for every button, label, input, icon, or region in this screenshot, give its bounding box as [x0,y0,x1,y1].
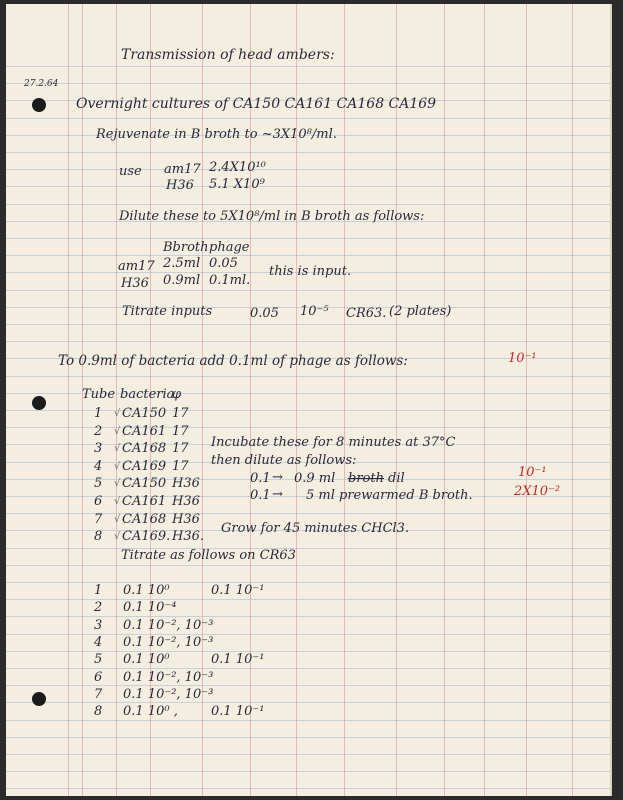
check-icon: √ [114,513,121,525]
ruled-line [6,169,610,170]
titrate-row-dilution: 0.1 10⁰ [123,583,170,598]
ruled-line [6,238,610,239]
titrate-row-dilution: 0.1 10⁻², 10⁻³ [123,617,214,633]
titrate-row-number: 4 [94,634,103,650]
check-icon: √ [114,478,121,490]
use-row-name: H36 [166,178,194,193]
titrate-inputs-label: Titrate inputs [122,304,213,319]
titrate-row-number: 6 [94,669,103,685]
ruled-line [6,668,610,669]
margin-line [116,4,117,796]
titrate-strain: CR63. [346,306,387,321]
ruled-line [6,83,610,84]
titrate-row-second: 0.1 10⁻¹ [211,652,265,668]
titrate-value: 0.05 [250,306,279,321]
tube-header: Tube [82,387,116,402]
margin-line [572,4,573,796]
date-note: 27.2.64 [24,79,59,89]
input-row-bbroth: 2.5ml [163,256,201,271]
ruled-line [6,118,610,119]
check-icon: √ [114,408,121,419]
step1-dil: dil [388,471,405,486]
rejuvenate-line: Rejuvenate in B broth to ~3X10⁸/ml. [96,127,337,142]
tube-number: 2 [94,423,103,439]
step2-volume: 0.1 [250,488,271,503]
tube-number: 5 [94,476,103,492]
margin-line [250,4,251,796]
margin-line [444,4,445,796]
titrate-dilution: 10⁻⁵ [300,304,329,319]
tube-number: 6 [94,494,103,509]
use-row-value: 2.4X10¹⁰ [209,160,266,175]
tube-phage: 17 [172,423,189,439]
tube-number: 8 [94,529,103,545]
step1-struck-word: broth [348,471,384,486]
tube-bacteria: CA150 [122,406,167,421]
input-row-bbroth: 0.9ml [163,273,201,288]
margin-line [396,4,397,796]
check-icon: √ [114,443,121,455]
tube-bacteria: CA169. [122,529,171,545]
titrate-row-dilution: 0.1 10⁰ , [123,704,178,720]
margin-line [526,4,527,796]
dilute-line: Dilute these to 5X10⁸/ml in B broth as follows: [119,209,425,224]
ruled-line [6,771,610,772]
to-line-red-note: 10⁻¹ [508,351,537,366]
titrate-row-number: 7 [94,686,103,702]
ruled-line [6,788,610,789]
tube-phage: H36 [172,476,200,492]
use-row-name: am17 [164,162,201,177]
tube-bacteria: CA168 [122,441,167,457]
tube-number: 4 [94,458,103,474]
to-line: To 0.9ml of bacteria add 0.1ml of phage as follows: [58,353,408,369]
input-header-bbroth: Bbroth [163,240,209,255]
titrate-row-number: 3 [94,617,103,633]
ruled-line [6,290,610,291]
use-label: use [119,164,142,179]
check-icon: √ [114,425,121,437]
step1-volume: 0.1 [250,471,271,486]
ruled-line [6,720,610,721]
tube-phage: 17 [172,441,189,457]
ruled-line [6,737,610,738]
margin-line [296,4,297,796]
punch-hole [32,396,46,410]
ruled-line [6,66,610,67]
input-row-phage: 0.05 [209,256,238,271]
ruled-line [6,204,610,205]
arrow-icon: → [272,470,283,485]
input-note: this is input. [269,264,352,279]
use-row-value: 5.1 X10⁹ [209,177,265,192]
arrow-icon: → [272,487,283,502]
ruled-line [6,376,610,377]
tube-bacteria: CA150 [122,476,167,492]
ruled-line [6,324,610,325]
ruled-line [6,255,610,256]
titrate-row-second: 0.1 10⁻¹ [211,704,265,720]
ruled-line [6,152,610,153]
tube-bacteria: CA168 [122,511,167,527]
tube-phage: H36. [172,529,205,545]
step1-diluent: 0.9 ml [294,471,336,486]
ruled-line [6,186,610,187]
input-row-name: H36 [121,276,149,291]
tube-phage: H36 [172,494,200,509]
tube-number: 3 [94,441,103,457]
titrate-row-number: 8 [94,704,103,720]
input-row-name: am17 [118,259,155,274]
step2-diluent: 5 ml prewarmed B broth. [306,488,473,503]
ruled-line [6,754,610,755]
incubate-line: Incubate these for 8 minutes at 37°C [211,435,456,450]
titrate-row-dilution: 0.1 10⁰ [123,652,170,668]
margin-line [344,4,345,796]
check-icon: √ [114,531,121,543]
tube-bacteria: CA161 [122,423,167,439]
notebook-page [6,4,612,796]
ruled-line [6,548,610,549]
step1-red-note: 10⁻¹ [518,465,547,480]
titrate-row-second: 0.1 10⁻¹ [211,583,265,598]
margin-line [68,4,69,796]
bacteria-header: bacteria [120,387,175,402]
ruled-line [6,565,610,566]
tube-phage: 17 [172,406,189,421]
titrate-row-number: 5 [94,652,103,668]
ruled-line [6,341,610,342]
input-header-phage: phage [209,240,250,255]
step2-red-note: 2X10⁻² [514,484,561,499]
tube-number: 7 [94,511,103,527]
titrate-plates: (2 plates) [389,304,452,319]
titrate-row-dilution: 0.1 10⁻², 10⁻³ [123,634,214,650]
input-row-phage: 0.1ml. [209,273,251,288]
tube-phage: 17 [172,458,189,474]
intro-line: Overnight cultures of CA150 CA161 CA168 CA169 [76,96,437,112]
margin-line [484,4,485,796]
phage-header: φ [172,387,182,402]
tube-phage: H36 [172,511,200,527]
punch-hole [32,692,46,706]
punch-hole [32,98,46,112]
page-title: Transmission of head ambers: [121,47,335,63]
titrate-row-dilution: 0.1 10⁻⁴ [123,600,177,616]
grow-line: Grow for 45 minutes CHCl3. [221,521,410,536]
dilute-instruction: then dilute as follows: [211,453,357,468]
titrate-row-number: 2 [94,600,103,616]
titrate-heading: Titrate as follows on CR63 [121,548,296,563]
check-icon: √ [114,460,121,472]
titrate-row-number: 1 [94,583,103,598]
check-icon: √ [114,496,121,507]
tube-bacteria: CA169 [122,458,167,474]
titrate-row-dilution: 0.1 10⁻², 10⁻³ [123,686,214,702]
tube-number: 1 [94,406,103,421]
titrate-row-dilution: 0.1 10⁻², 10⁻³ [123,669,214,685]
tube-bacteria: CA161 [122,494,167,509]
